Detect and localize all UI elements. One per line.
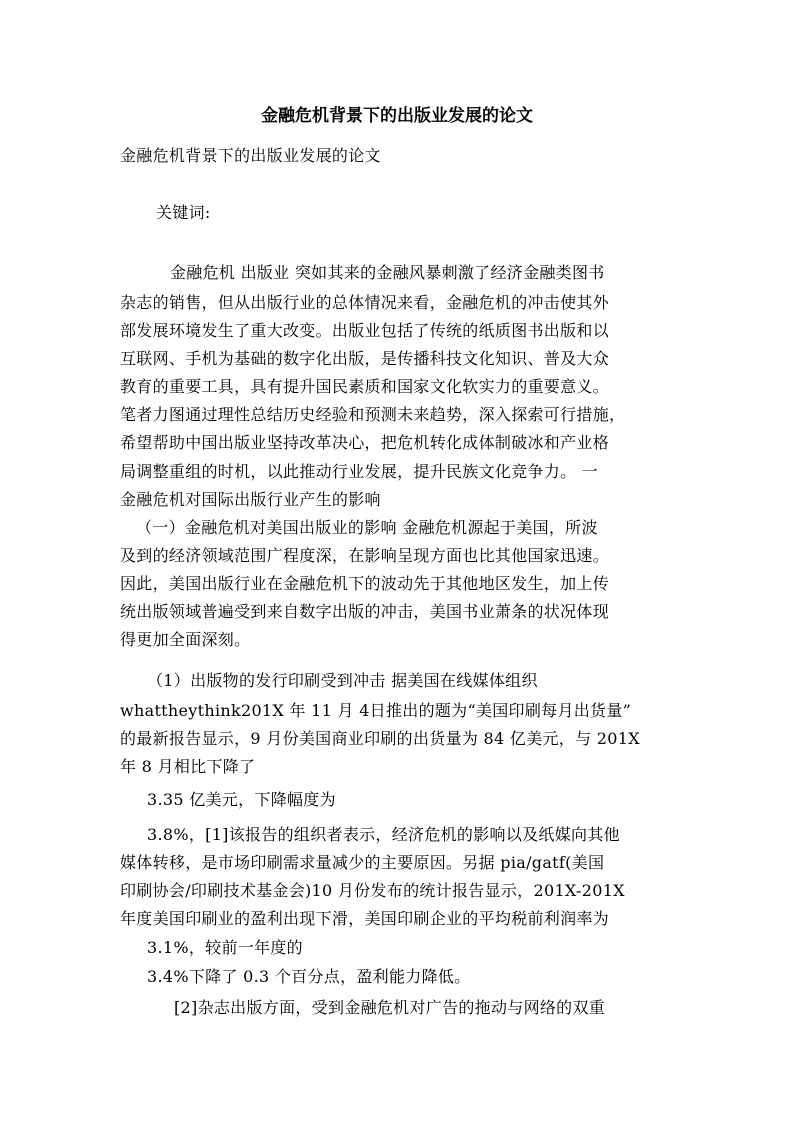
paragraph-line: [2]杂志出版方面，受到金融危机对广告的拖动与网络的双重 bbox=[174, 998, 606, 1017]
paragraph-line: 3.8%，[1]该报告的组织者表示，经济危机的影响以及纸媒向其他 bbox=[147, 825, 620, 844]
subtitle-line: 金融危机背景下的出版业发展的论文 bbox=[120, 146, 381, 165]
paragraph-line: 局调整重组的时机，以此推动行业发展，提升民族文化竞争力。 一 bbox=[120, 462, 599, 481]
paragraph-line: 杂志的销售，但从出版行业的总体情况来看，金融危机的冲击使其外 bbox=[120, 293, 610, 312]
paragraph-line: 得更加全面深刻。 bbox=[120, 630, 251, 649]
paragraph-line: 3.1%，较前一年度的 bbox=[147, 938, 303, 957]
paragraph-line: 因此，美国出版行业在金融危机下的波动先于其他地区发生，加上传 bbox=[120, 574, 610, 593]
paragraph-line: 教育的重要工具，具有提升国民素质和国家文化软实力的重要意义。 bbox=[120, 377, 610, 396]
paragraph-line: （一）金融危机对美国出版业的影响 金融危机源起于美国，所波 bbox=[136, 518, 598, 537]
paragraph-line: 互联网、手机为基础的数字化出版，是传播科技文化知识、普及大众 bbox=[120, 349, 610, 368]
paragraph-line: 的最新报告显示，9 月份美国商业印刷的出货量为 84 亿美元，与 201X bbox=[120, 729, 640, 748]
paragraph-line: 笔者力图通过理性总结历史经验和预测未来趋势，深入探索可行措施， bbox=[120, 405, 626, 424]
paragraph-line: 印刷协会/印刷技术基金会)10 月份发布的统计报告显示，201X-201X bbox=[120, 881, 625, 900]
paragraph-line: 希望帮助中国出版业坚持改革决心，把危机转化成体制破冰和产业格 bbox=[120, 433, 610, 452]
paragraph-line: 3.35 亿美元，下降幅度为 bbox=[147, 790, 336, 809]
paragraph-line: whattheythink201X 年 11 月 4日推出的题为“美国印刷每月出货量” bbox=[120, 701, 632, 720]
paragraph-line: 及到的经济领域范围广程度深，在影响呈现方面也比其他国家迅速。 bbox=[120, 546, 610, 565]
keywords-label: 关键词: bbox=[156, 203, 211, 222]
paragraph-line: 媒体转移，是市场印刷需求量减少的主要原因。另据 pia/gatf(美国 bbox=[120, 853, 605, 872]
paragraph-line: 年 8 月相比下降了 bbox=[120, 757, 256, 776]
paragraph-line: 年度美国印刷业的盈利出现下滑，美国印刷企业的平均税前利润率为 bbox=[120, 909, 610, 928]
section-heading: 金融危机对国际出版行业产生的影响 bbox=[120, 490, 381, 509]
paragraph-line: 金融危机 出版业 突如其来的金融风暴刺激了经济金融类图书 bbox=[170, 263, 605, 282]
paragraph-line: （1）出版物的发行印刷受到冲击 据美国在线媒体组织 bbox=[147, 671, 538, 690]
paragraph-line: 3.4%下降了 0.3 个百分点，盈利能力降低。 bbox=[147, 967, 471, 986]
paragraph-line: 统出版领域普遍受到来自数字出版的冲击，美国书业萧条的状况体现 bbox=[120, 602, 610, 621]
paragraph-line: 部发展环境发生了重大改变。出版业包括了传统的纸质图书出版和以 bbox=[120, 321, 610, 340]
document-title: 金融危机背景下的出版业发展的论文 bbox=[261, 106, 533, 126]
